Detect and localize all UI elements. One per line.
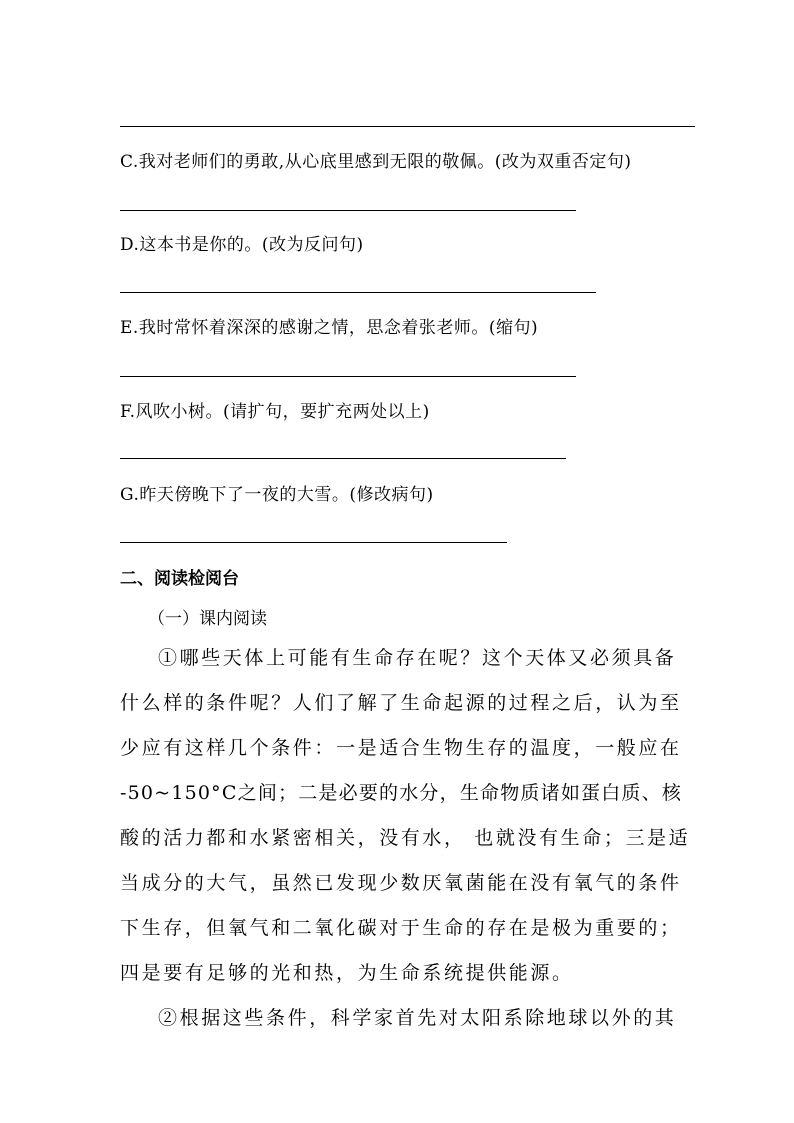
exercise-d: D.这本书是你的。(改为反问句) (120, 235, 364, 255)
exercise-g: G.昨天傍晚下了一夜的大雪。(修改病句) (120, 485, 434, 505)
passage-line: 下生存，但氧气和二氧化碳对于生命的存在是极为重要的； (120, 917, 682, 939)
exercise-f: F.风吹小树。(请扩句，要扩充两处以上) (120, 402, 430, 422)
passage-line: ②根据这些条件，科学家首先对太阳系除地球以外的其 (158, 1007, 677, 1029)
exercise-e: E.我时常怀着深深的感谢之情，思念着张老师。(缩句) (120, 318, 539, 338)
answer-line-c (120, 210, 576, 211)
answer-line-b (120, 126, 695, 127)
passage-line: 少应有这样几个条件：一是适合生物生存的温度，一般应在 (120, 737, 682, 759)
section-heading: 二、阅读检阅台 (120, 569, 239, 589)
passage-line: 当成分的大气，虽然已发现少数厌氧菌能在没有氧气的条件 (120, 872, 682, 894)
passage-line: 什么样的条件呢？人们了解了生命起源的过程之后，认为至 (120, 692, 682, 714)
answer-line-g (120, 542, 507, 543)
answer-line-d (120, 292, 596, 293)
passage-line: 四是要有足够的光和热，为生命系统提供能源。 (120, 962, 574, 984)
passage-line: 酸的活力都和水紧密相关，没有水， 也就没有生命；三是适 (120, 827, 691, 849)
section-subheading: （一）课内阅读 (148, 609, 267, 629)
answer-line-e (120, 376, 576, 377)
answer-line-f (120, 458, 566, 459)
passage-line: ①哪些天体上可能有生命存在呢？这个天体又必须具备 (158, 647, 677, 669)
passage-line: -50~150°C之间；二是必要的水分，生命物质诸如蛋白质、核 (120, 782, 683, 804)
exercise-c: C.我对老师们的勇敢,从心底里感到无限的敬佩。(改为双重否定句) (120, 152, 632, 172)
